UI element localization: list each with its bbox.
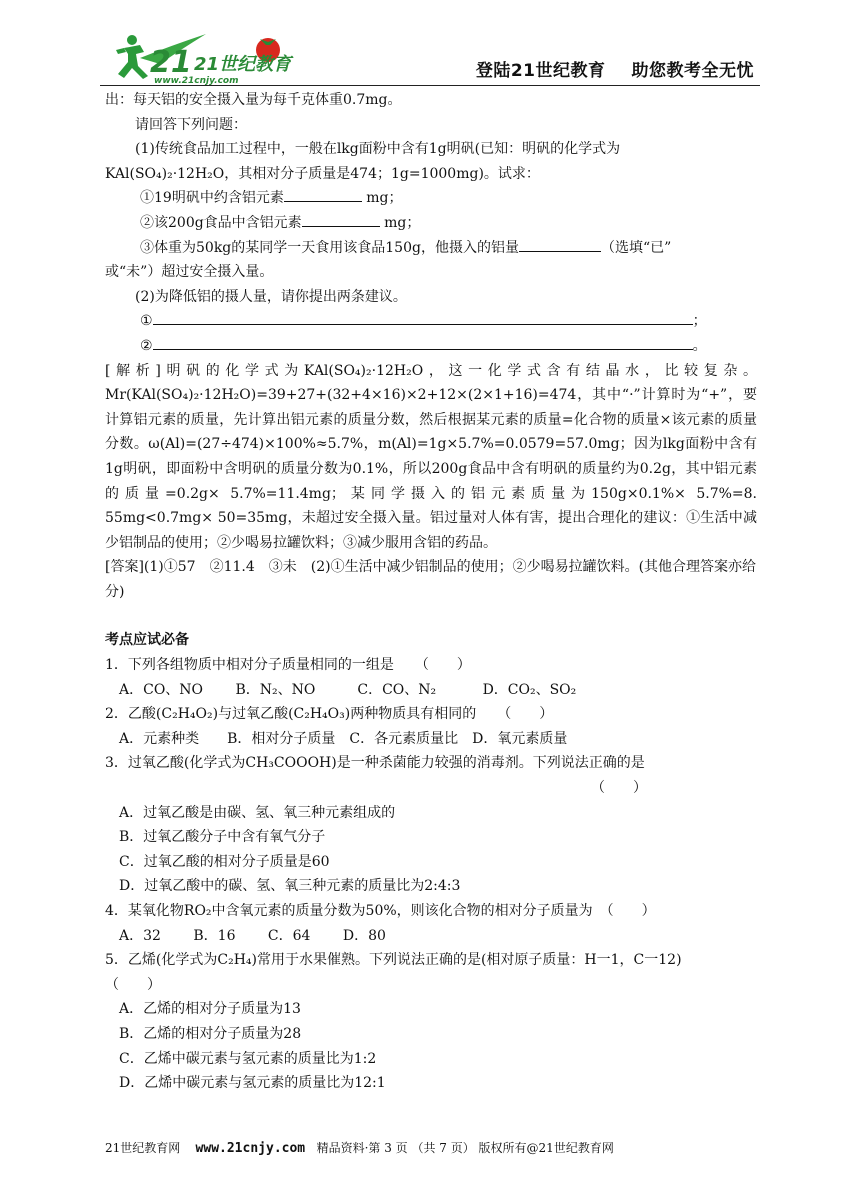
text-line: 出：每天铝的安全摄入量为每千克体重0.7mg。 [105,92,402,108]
section-title: 考点应试必备 [105,632,189,649]
page-header [100,28,760,88]
text-line: KAl(SO₄)₂·12H₂O，其相对分子质量是474；1g=1000mg)。试求： [105,165,540,182]
analysis-paragraph: [解析]明矾的化学式为KAl(SO₄)₂·12H₂O，这一化学式含有结晶水，比较复杂。Mr(KAl(SO₄)₂·12H₂O)=39+27+(32+4×16)×2+12×(2×1+16)=474，其中“·”计算时为“+”，要计算铝元素的质量，先计算出铝元素的质量分数，然后根据某元素的质量=化合物的质量×该元素的质量分数。ω(Al)=(27÷474)×100%≈5.7%，m(Al)=1g×5.7%=0.0579=57.0mg；因为lkg面粉中含有1g明矾，即面粉中含明矾的质量分数为0.1%，所以200g食品中含有明矾的质量约为0.2g，其中铝元素的质量=0.2g× 5.7%=11.4mg；某同学摄入的铝元素质量为150g×0.1%× 5.7%=8. 55mg<0.7mg× 50=35mg，未超过安全摄入量。铝过量对人体有害，提出合理化的建议：①生活中减少铝制品的使用；②少喝易拉罐饮料；③减少服用含铝的药品。 [105,362,757,551]
site-logo [110,28,300,86]
slogan-left: 登陆21世纪教育 [475,61,606,81]
question-line-2: ②该200g食品中含铝元素 mg； [105,211,757,236]
question-5-option-b: B．乙烯的相对分子质量为28 [119,1025,302,1042]
footer-page-info: 精品资料·第 3 页 （共 7 页） 版权所有@21世纪教育网 [316,1141,614,1155]
answer-blank[interactable] [153,334,693,350]
question-5-option-c: C．乙烯中碳元素与氢元素的质量比为1:2 [119,1050,377,1067]
logo-url: www.21cnjy.com [154,76,239,86]
text-line: 请回答下列问题： [135,116,247,133]
logo-text: 21世纪教育 [194,54,292,75]
question-2-options: A．元素种类 B．相对分子质量 C．各元素质量比 D．氧元素质量 [119,730,568,747]
text-line: 或“未”）超过安全摄入量。 [105,264,274,281]
svg-text:21: 21 [150,45,192,80]
footer-site: 21世纪教育网 [105,1141,181,1155]
question-3-option-c: C．过氧乙酸的相对分子质量是60 [119,853,330,870]
page-content [105,88,757,1096]
page-footer [105,1139,765,1156]
text-line: (1)传统食品加工过程中，一般在lkg面粉中含有1g明矾(已知：明矾的化学式为 [135,141,621,158]
question-4: 4．某氧化物RO₂中含氧元素的质量分数为50%，则该化合物的相对分子质量为 （ ） [105,903,656,919]
question-3: 3．过氧乙酸(化学式为CH₃COOOH)是一种杀菌能力较强的消毒剂。下列说法正确的是 [105,755,645,772]
header-divider [100,85,760,86]
answer-blank[interactable] [302,211,380,227]
text-line: (2)为降低铝的摄人量，请你提出两条建议。 [135,288,407,305]
answer-blank[interactable] [153,309,693,325]
footer-url[interactable]: www.21cnjy.com [195,1141,306,1156]
question-3-option-b: B．过氧乙酸分子中含有氧气分子 [119,829,326,846]
answer-paragraph: [答案](1)①57 ②11.4 ③未 (2)①生活中减少铝制品的使用；②少喝易拉罐饮料。(其他合理答案亦给分) [105,559,757,600]
question-5-option-d: D．乙烯中碳元素与氢元素的质量比为12:1 [119,1075,386,1092]
question-line-1: ①19明矾中约含铝元素 mg； [105,186,757,211]
question-3-option-a: A．过氧乙酸是由碳、氢、氧三种元素组成的 [119,804,396,821]
question-4-options: A．32 B．16 C．64 D．80 [119,927,386,944]
question-1: 1．下列各组物质中相对分子质量相同的一组是 （ ） [105,657,471,674]
question-1-options: A．CO、NO B．N₂、NO C．CO、N₂ D．CO₂、SO₂ [119,681,577,698]
question-3-option-d: D．过氧乙酸中的碳、氢、氧三种元素的质量比为2:4:3 [119,878,461,895]
answer-blank[interactable] [519,236,601,252]
question-5: 5．乙烯(化学式为C₂H₄)常用于水果催熟。下列说法正确的是(相对原子质量：H一1，C一12) （ ） [105,952,714,993]
question-2: 2．乙酸(C₂H₄O₂)与过氧乙酸(C₂H₄O₃)两种物质具有相同的 （ ） [105,706,554,723]
header-slogan [476,56,754,81]
answer-blank[interactable] [284,186,362,202]
question-5-option-a: A．乙烯的相对分子质量为13 [119,1001,301,1018]
suggestion-line-2: ② 。 [105,334,757,359]
question-line-3: ③体重为50kg的某同学一天食用该食品150g，他摄入的铝量 （选填“已” [105,236,757,261]
question-3-paren: （ ） [591,780,647,797]
suggestion-line-1: ① ； [105,309,757,334]
slogan-right: 助您教考全无忧 [631,61,754,81]
